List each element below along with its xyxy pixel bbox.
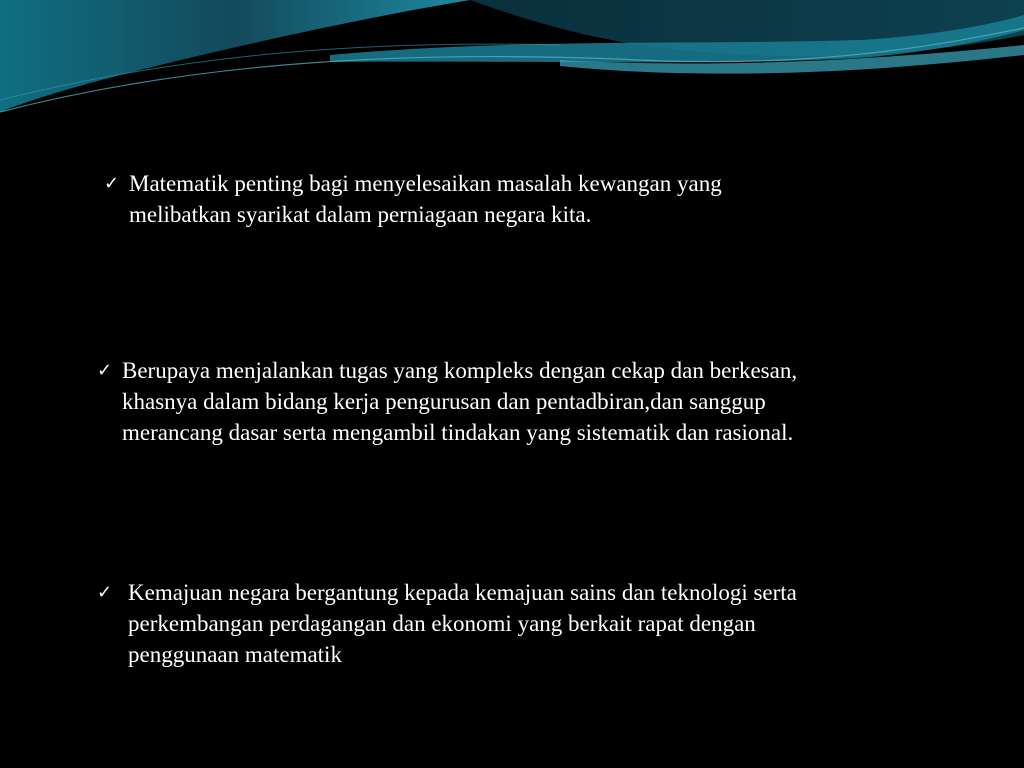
bullet-1-line-1: Matematik penting bagi menyelesaikan masalah kewangan yang xyxy=(129,171,722,196)
bullet-2-line-1: Berupaya menjalankan tugas yang kompleks dengan cekap dan berkesan, xyxy=(122,358,798,383)
bullet-2-line-3: merancang dasar serta mengambil tindakan yang sistematik dan rasional. xyxy=(122,420,794,445)
check-mark-icon: ✓ xyxy=(97,582,113,603)
bullet-1-line-2: melibatkan syarikat dalam perniagaan negara kita. xyxy=(129,202,592,227)
check-mark-icon: ✓ xyxy=(104,173,120,194)
bullet-2 xyxy=(97,355,997,448)
bullet-3 xyxy=(97,577,997,670)
bullet-3-line-2: perkembangan perdagangan dan ekonomi yang berkait rapat dengan xyxy=(128,611,756,636)
bullet-3-line-1: Kemajuan negara bergantung kepada kemajuan sains dan teknologi serta xyxy=(128,580,797,605)
check-mark-icon: ✓ xyxy=(97,360,113,381)
header-wave-decoration xyxy=(0,0,1024,130)
bullet-2-line-2: khasnya dalam bidang kerja pengurusan dan pentadbiran,dan sanggup xyxy=(122,389,766,414)
bullet-1 xyxy=(104,168,864,230)
bullet-3-line-3: penggunaan matematik xyxy=(128,642,342,667)
